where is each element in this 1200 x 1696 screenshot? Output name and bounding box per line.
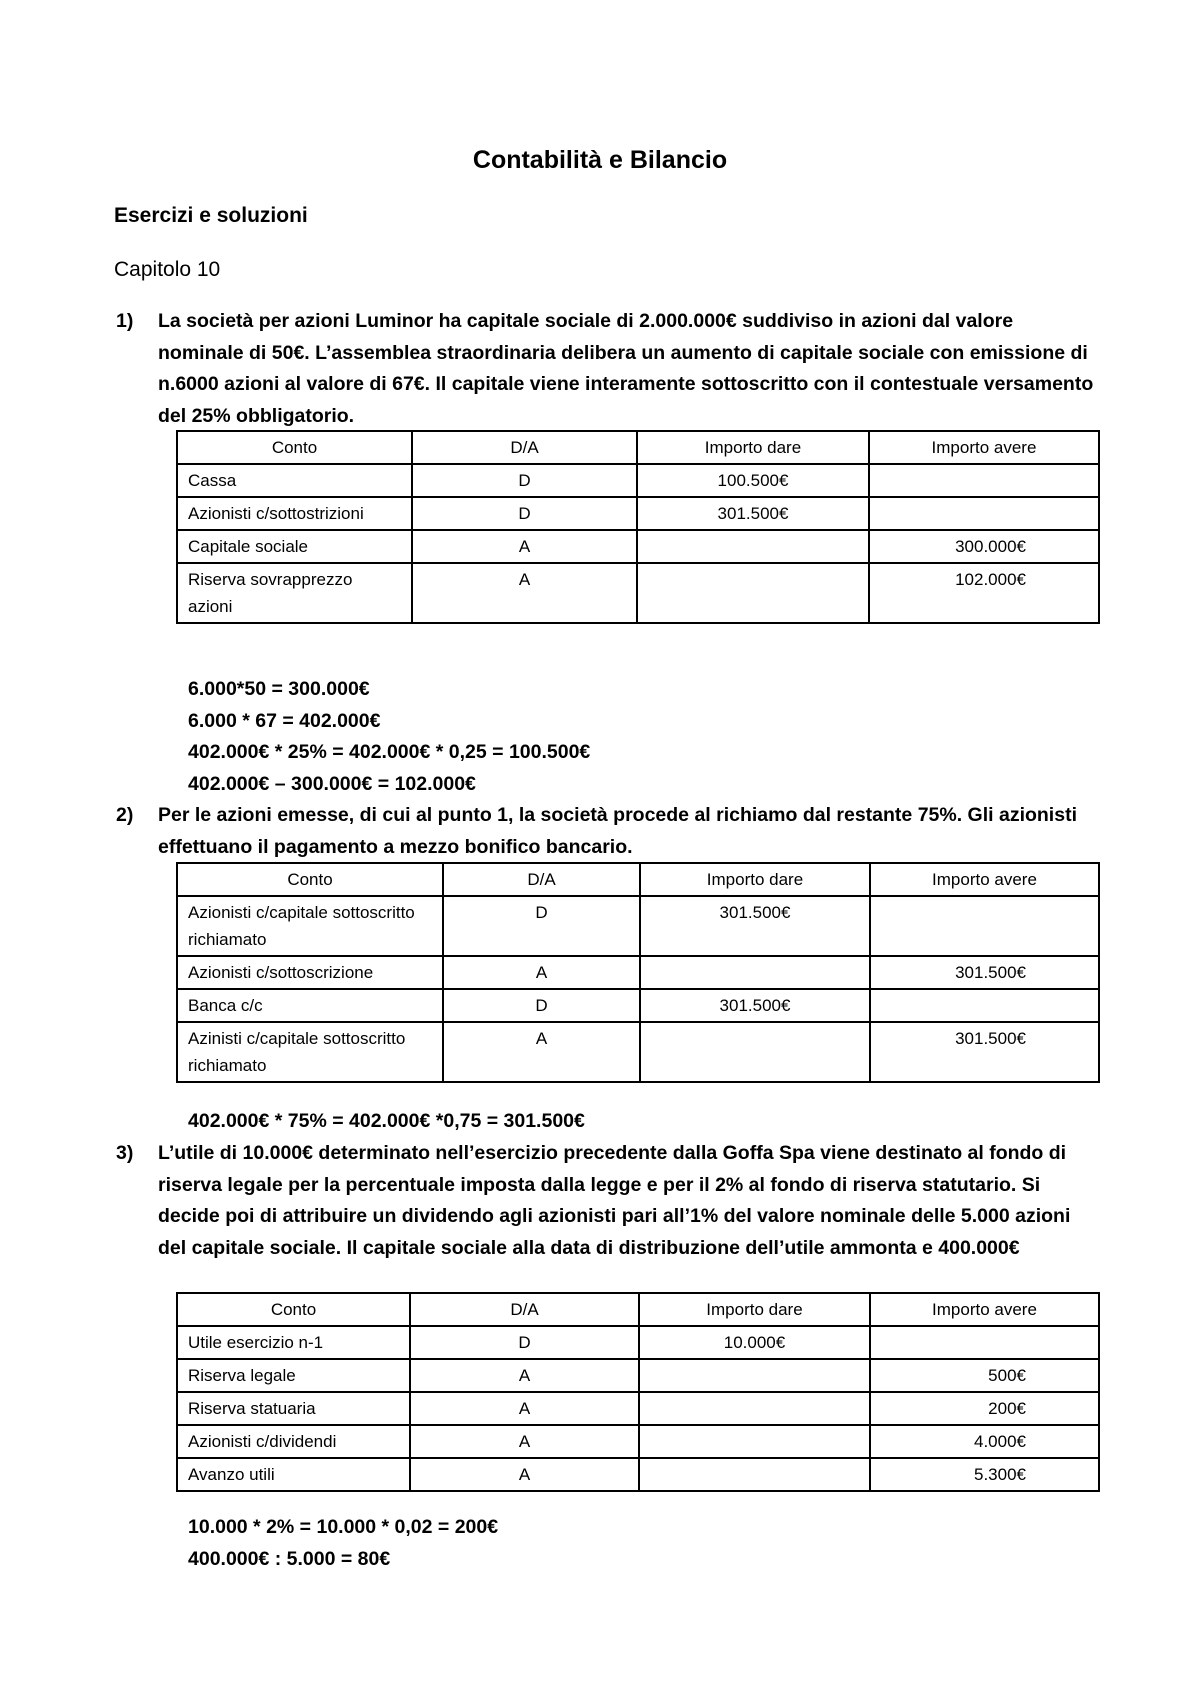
exercise-number: 2) <box>116 804 134 826</box>
exercise-number: 1) <box>116 310 134 332</box>
table-row <box>177 956 1099 989</box>
calculations-2 <box>188 1106 585 1138</box>
cell-avere <box>870 1326 1099 1359</box>
exercise-text: L’utile di 10.000€ determinato nell’esercizio precedente dalla Goffa Spa viene destinato al fondo di riserva legale per la percentuale imposta dalla legge e per il 2% al fondo di riserva statutario. Si decide poi di attribuire un dividendo agli azionisti pari all’1% del valore nominale delle 5.000 azioni del capitale sociale. Il capitale sociale alla data di distribuzione dell’utile ammonta e 400.000€ <box>158 1142 1071 1259</box>
cell-dare <box>640 1022 870 1082</box>
header-dare: Importo dare <box>637 431 869 464</box>
cell-conto: Azionisti c/dividendi <box>177 1425 410 1458</box>
cell-da: D <box>443 989 640 1022</box>
cell-avere <box>870 896 1099 956</box>
cell-dare <box>637 563 869 623</box>
cell-dare: 301.500€ <box>637 497 869 530</box>
cell-da: A <box>410 1392 639 1425</box>
cell-da: D <box>443 896 640 956</box>
cell-dare <box>639 1359 870 1392</box>
header-dare: Importo dare <box>639 1293 870 1326</box>
calculation-line: 402.000€ * 75% = 402.000€ *0,75 = 301.500€ <box>188 1110 585 1132</box>
table-row <box>177 1458 1099 1491</box>
cell-conto: Cassa <box>177 464 412 497</box>
calculation-line: 6.000 * 67 = 402.000€ <box>188 709 381 732</box>
exercise-text: Per le azioni emesse, di cui al punto 1, la società procede al richiamo dal restante 75%. Gli azionisti effettuano il pagamento a mezzo bonifico bancario. <box>158 804 1077 858</box>
table-row <box>177 563 1099 623</box>
header-da: D/A <box>410 1293 639 1326</box>
cell-avere <box>869 464 1099 497</box>
cell-conto: Azionisti c/sottostrizioni <box>177 497 412 530</box>
cell-da: A <box>412 530 637 563</box>
cell-avere: 102.000€ <box>869 563 1099 623</box>
header-conto: Conto <box>177 431 412 464</box>
exercise-number: 3) <box>116 1142 134 1164</box>
header-avere: Importo avere <box>870 863 1099 896</box>
exercise-text: La società per azioni Luminor ha capitale sociale di 2.000.000€ suddiviso in azioni dal valore nominale di 50€. L’assemblea straordinaria delibera un aumento di capitale sociale con emissione di n.6000 azioni al valore di 67€. Il capitale viene interamente sottoscritto con il contestuale versamento del 25% obbligatorio. <box>158 310 1094 427</box>
table-row <box>177 1022 1099 1082</box>
header-da: D/A <box>412 431 637 464</box>
cell-da: D <box>412 497 637 530</box>
cell-dare: 10.000€ <box>639 1326 870 1359</box>
cell-da: A <box>410 1458 639 1491</box>
table-row <box>177 1425 1099 1458</box>
journal-table-3 <box>176 1292 1100 1492</box>
table-row <box>177 1326 1099 1359</box>
cell-dare: 301.500€ <box>640 896 870 956</box>
calculations-1 <box>188 674 590 800</box>
cell-da: A <box>443 1022 640 1082</box>
cell-da: A <box>410 1359 639 1392</box>
cell-conto: Riserva legale <box>177 1359 410 1392</box>
cell-conto: Capitale sociale <box>177 530 412 563</box>
calculation-line: 10.000 * 2% = 10.000 * 0,02 = 200€ <box>188 1516 499 1538</box>
cell-da: A <box>412 563 637 623</box>
cell-dare: 301.500€ <box>640 989 870 1022</box>
cell-da: A <box>410 1425 639 1458</box>
cell-conto: Azinisti c/capitale sottoscritto richiamato <box>177 1022 443 1082</box>
journal-table-2 <box>176 862 1100 1083</box>
table-header-row <box>177 863 1099 896</box>
exercise-2 <box>116 800 1098 863</box>
cell-dare <box>639 1458 870 1491</box>
calculation-line: 402.000€ * 25% = 402.000€ * 0,25 = 100.500€ <box>188 741 591 763</box>
calculations-3 <box>188 1512 498 1575</box>
cell-avere: 301.500€ <box>870 1022 1099 1082</box>
table-row <box>177 1392 1099 1425</box>
document-subtitle: Esercizi e soluzioni <box>114 204 308 227</box>
exercise-3 <box>116 1138 1098 1264</box>
header-dare: Importo dare <box>640 863 870 896</box>
cell-conto: Banca c/c <box>177 989 443 1022</box>
table-row <box>177 497 1099 530</box>
cell-conto: Avanzo utili <box>177 1458 410 1491</box>
cell-dare <box>637 530 869 563</box>
cell-avere: 300.000€ <box>869 530 1099 563</box>
exercise-1 <box>116 306 1098 432</box>
cell-avere <box>869 497 1099 530</box>
cell-conto: Azionisti c/capitale sottoscritto richiamato <box>177 896 443 956</box>
cell-avere: 200€ <box>870 1392 1099 1425</box>
cell-dare <box>639 1425 870 1458</box>
cell-avere: 4.000€ <box>870 1425 1099 1458</box>
header-da: D/A <box>443 863 640 896</box>
cell-conto: Riserva sovrapprezzo azioni <box>177 563 412 623</box>
table-row <box>177 530 1099 563</box>
table-header-row <box>177 1293 1099 1326</box>
header-avere: Importo avere <box>869 431 1099 464</box>
table-row <box>177 896 1099 956</box>
calculation-line: 400.000€ : 5.000 = 80€ <box>188 1547 391 1570</box>
table-row <box>177 989 1099 1022</box>
cell-avere: 301.500€ <box>870 956 1099 989</box>
cell-avere: 5.300€ <box>870 1458 1099 1491</box>
calculation-line: 6.000*50 = 300.000€ <box>188 678 370 700</box>
header-conto: Conto <box>177 1293 410 1326</box>
calculation-line: 402.000€ – 300.000€ = 102.000€ <box>188 772 476 795</box>
journal-table-1 <box>176 430 1100 624</box>
header-avere: Importo avere <box>870 1293 1099 1326</box>
header-conto: Conto <box>177 863 443 896</box>
table-row <box>177 464 1099 497</box>
document-title: Contabilità e Bilancio <box>472 146 728 174</box>
cell-da: D <box>412 464 637 497</box>
chapter-heading: Capitolo 10 <box>114 258 221 281</box>
cell-da: D <box>410 1326 639 1359</box>
cell-avere <box>870 989 1099 1022</box>
table-header-row <box>177 431 1099 464</box>
cell-conto: Riserva statuaria <box>177 1392 410 1425</box>
cell-da: A <box>443 956 640 989</box>
cell-conto: Utile esercizio n-1 <box>177 1326 410 1359</box>
cell-dare <box>640 956 870 989</box>
cell-dare <box>639 1392 870 1425</box>
table-row <box>177 1359 1099 1392</box>
cell-avere: 500€ <box>870 1359 1099 1392</box>
cell-conto: Azionisti c/sottoscrizione <box>177 956 443 989</box>
cell-dare: 100.500€ <box>637 464 869 497</box>
